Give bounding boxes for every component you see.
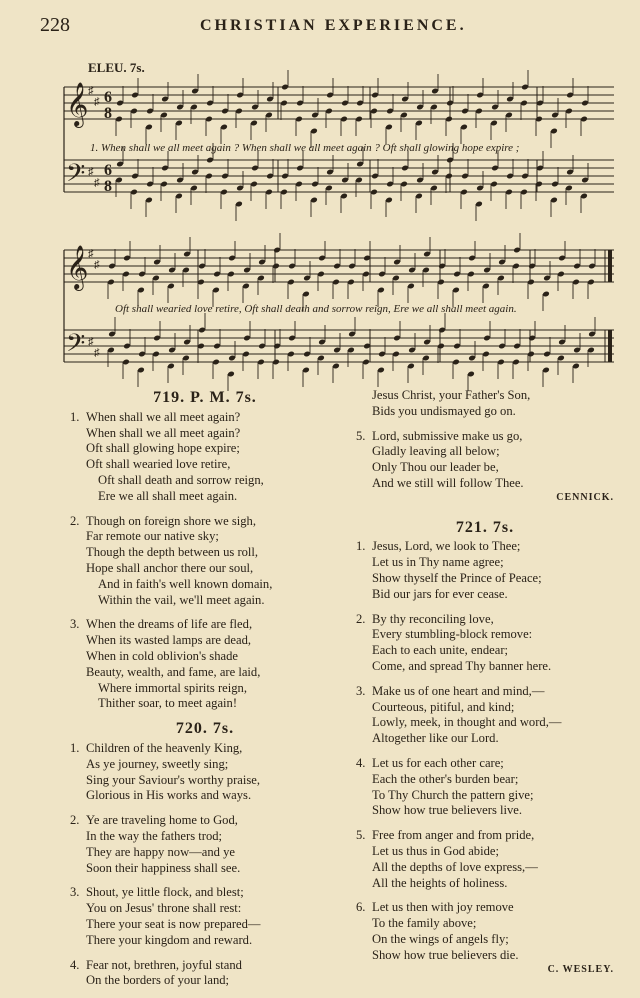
verse-line-text: Bids you undismayed go on. xyxy=(372,403,516,418)
tune-name: ELEU. 7s. xyxy=(88,60,145,75)
verse-line xyxy=(70,545,340,561)
verse-number: 5. xyxy=(356,428,366,443)
sharp-sign: ♯ xyxy=(94,347,100,359)
page-title: CHRISTIAN EXPERIENCE. xyxy=(200,17,467,34)
verse-line-text: Lowly, meek, in thought and word,— xyxy=(372,715,562,730)
verse-line-text: Every stumbling-block remove: xyxy=(372,627,533,642)
verse-number: 1. xyxy=(70,409,80,424)
verse-line xyxy=(356,444,614,460)
verse-line-text: Ere we all shall meet again. xyxy=(98,488,238,503)
verse-line xyxy=(70,617,340,633)
verse-number: 3. xyxy=(70,885,80,900)
verse-line-text: Where immortal spirits reign, xyxy=(98,680,247,695)
verse-line-text: Though on foreign shore we sigh, xyxy=(86,513,256,528)
verse-line-text: Ye are traveling home to God, xyxy=(86,813,238,828)
verse-line-text: Hope shall anchor there our soul, xyxy=(86,560,254,575)
verse-line-text: Lord, submissive make us go, xyxy=(372,428,523,443)
verse-line-text: To Thy Church the pattern give; xyxy=(372,787,534,802)
verse-line-text: Thither soar, to meet again! xyxy=(98,696,238,711)
verse-line xyxy=(70,973,340,989)
verse-line xyxy=(70,901,340,917)
verse-line xyxy=(356,571,614,587)
verse xyxy=(70,885,340,948)
verse-line xyxy=(356,460,614,476)
verse-line xyxy=(70,426,340,442)
verse-line xyxy=(356,684,614,700)
verse-line-text: Only Thou our leader be, xyxy=(372,460,499,475)
verse-line-text: All the depths of love express,— xyxy=(372,859,538,874)
verse-line xyxy=(70,441,340,457)
verse-line-text: Shout, ye little flock, and blest; xyxy=(86,885,244,900)
verse-number: 3. xyxy=(70,617,80,632)
verse-line xyxy=(356,756,614,772)
verse-line-text: Show how true believers live. xyxy=(372,803,523,818)
time-signature-top: 6 xyxy=(104,89,112,106)
verse xyxy=(356,539,614,602)
hymn-heading: 721. 7s. xyxy=(455,518,515,536)
verse-line xyxy=(356,587,614,603)
verse-line-text: Free from anger and from pride, xyxy=(372,828,535,843)
verse xyxy=(70,410,340,505)
lyric-line-1: 1. When shall we all meet again ? When shall we all meet again ? Oft shall glowing hope expire ; xyxy=(90,142,520,154)
verse-line-text: They are happy now—and ye xyxy=(86,844,235,859)
verse-line-text: Though the depth between us roll, xyxy=(86,545,259,560)
verse-line xyxy=(356,643,614,659)
verse-line-text: Gladly leaving all below; xyxy=(372,444,500,459)
verse-line-text: Oft shall death and sorrow reign, xyxy=(98,472,264,487)
verse-line-text: Beauty, wealth, and fame, are laid, xyxy=(86,664,261,679)
verse-number: 3. xyxy=(356,683,366,698)
verse-line-text: And we still will follow Thee. xyxy=(372,475,524,490)
sharp-sign: ♯ xyxy=(88,85,94,97)
verse-line-text: There your kingdom and reward. xyxy=(86,932,253,947)
verse-line-text: On the borders of your land; xyxy=(86,973,230,988)
verse-line-text: Come, and spread Thy banner here. xyxy=(372,658,552,673)
verse-number: 2. xyxy=(70,813,80,828)
verse-line xyxy=(70,649,340,665)
treble-clef: 𝄞 xyxy=(66,82,89,126)
verse-line-text: To the family above; xyxy=(372,916,477,931)
verse-number: 6. xyxy=(356,900,366,915)
verse xyxy=(70,741,340,804)
bass-clef: 𝄢 xyxy=(66,159,86,194)
author-wesley: C. WESLEY. xyxy=(547,963,614,975)
verse-line xyxy=(356,900,614,916)
page-number: 228 xyxy=(40,14,70,36)
verse-line-text: As ye journey, sweetly sing; xyxy=(86,756,229,771)
left-column xyxy=(70,390,340,998)
verse-line xyxy=(356,700,614,716)
verse-line-text: You on Jesus' throne shall rest: xyxy=(86,901,242,916)
verse-line-text: Jesus, Lord, we look to Thee; xyxy=(372,539,521,554)
right-column xyxy=(356,390,614,977)
sharp-sign: ♯ xyxy=(94,177,100,189)
verse-line-text: On the wings of angels fly; xyxy=(372,931,509,946)
sharp-sign: ♯ xyxy=(94,259,100,271)
verse xyxy=(70,813,340,876)
verse-line-text: Let us in Thy name agree; xyxy=(372,555,504,570)
verse-line xyxy=(70,514,340,530)
verse xyxy=(356,756,614,819)
verse-line xyxy=(356,659,614,675)
verse-line xyxy=(70,561,340,577)
verse-line-text: Within the vail, we'll meet again. xyxy=(98,592,265,607)
verse-line-text: Sing your Saviour's worthy praise, xyxy=(86,772,261,787)
verse-line xyxy=(356,772,614,788)
verse-number: 2. xyxy=(70,513,80,528)
verse-line-text: Oft shall glowing hope expire; xyxy=(86,441,240,456)
verse-line xyxy=(70,757,340,773)
verse-line xyxy=(356,932,614,948)
verse-line-text: Fear not, brethren, joyful stand xyxy=(86,957,242,972)
verse-line xyxy=(356,715,614,731)
verse-line xyxy=(70,696,340,712)
verse-line xyxy=(356,803,614,819)
treble-clef: 𝄞 xyxy=(66,245,89,289)
verse-line-text: When the dreams of life are fled, xyxy=(86,617,253,632)
verse-line-text: Bid our jars for ever cease. xyxy=(372,586,508,601)
verse-line-text: Let us for each other care; xyxy=(372,755,504,770)
verse xyxy=(70,958,340,990)
hymn-heading: 719. P. M. 7s. xyxy=(153,389,257,406)
verse-line-text: Let us then with joy remove xyxy=(372,900,514,915)
verse xyxy=(356,612,614,675)
verse-number: 1. xyxy=(356,539,366,554)
verse-line xyxy=(70,829,340,845)
verse-line-text: Glorious in His works and ways. xyxy=(86,788,252,803)
verse-line xyxy=(356,916,614,932)
verse xyxy=(70,617,340,712)
verse-line-text: Let us thus in God abide; xyxy=(372,843,499,858)
music-score xyxy=(0,0,640,400)
verse-line xyxy=(356,731,614,747)
verse-line xyxy=(356,788,614,804)
time-signature-bottom: 8 xyxy=(104,105,112,122)
verse-line-text: When its wasted lamps are dead, xyxy=(86,633,252,648)
verse-line-text: By thy reconciling love, xyxy=(372,611,494,626)
verse-line-text: Children of the heavenly King, xyxy=(86,740,243,755)
sharp-sign: ♯ xyxy=(94,96,100,108)
verse-line xyxy=(70,681,340,697)
verse-continuation xyxy=(356,388,614,420)
verse-line-text: When shall we all meet again? xyxy=(86,425,241,440)
verse-line xyxy=(70,593,340,609)
verse-line xyxy=(70,473,340,489)
verse-line-text: Altogether like our Lord. xyxy=(372,731,499,746)
verse-line xyxy=(70,845,340,861)
verse-line-text: Jesus Christ, your Father's Son, xyxy=(372,388,531,402)
verse-line xyxy=(356,404,614,420)
verse-line xyxy=(356,539,614,555)
author-cennick: CENNICK. xyxy=(556,491,614,503)
verse-line xyxy=(356,627,614,643)
verse-number: 2. xyxy=(356,611,366,626)
verse-line xyxy=(70,741,340,757)
verse-line xyxy=(70,665,340,681)
verse-line xyxy=(70,633,340,649)
verse-line xyxy=(356,876,614,892)
lyric-line-2: Oft shall wearied love retire, Oft shall death and sorrow reign, Ere we all shall meet again. xyxy=(115,303,517,315)
verse-line xyxy=(356,860,614,876)
hymn-heading: 720. 7s. xyxy=(175,720,235,738)
verse-line-text: Each to each unite, endear; xyxy=(372,643,509,658)
time-signature-bottom: 8 xyxy=(104,178,112,195)
verse-line-text: And in faith's well known domain, xyxy=(98,576,273,591)
final-bar xyxy=(608,250,612,282)
verse-line xyxy=(70,885,340,901)
verse-number: 4. xyxy=(356,755,366,770)
verse-line xyxy=(70,457,340,473)
verse-line-text: Far remote our native sky; xyxy=(86,529,219,544)
verse-line xyxy=(70,933,340,949)
verse-line xyxy=(356,844,614,860)
sharp-sign: ♯ xyxy=(88,248,94,260)
verse xyxy=(356,900,614,963)
verse-line-text: Make us of one heart and mind,— xyxy=(372,683,545,698)
verse-line xyxy=(356,555,614,571)
verse-line xyxy=(70,788,340,804)
verse-line xyxy=(70,861,340,877)
verse-line-text: Each the other's burden bear; xyxy=(372,771,519,786)
verse-line xyxy=(70,489,340,505)
verse xyxy=(356,429,614,492)
verse-number: 1. xyxy=(70,740,80,755)
verse-line xyxy=(70,529,340,545)
verse-line xyxy=(356,828,614,844)
verse-line-text: Show thyself the Prince of Peace; xyxy=(372,570,542,585)
verse-line xyxy=(70,773,340,789)
verse xyxy=(356,828,614,891)
verse-line xyxy=(356,612,614,628)
verse-line-text: Courteous, pitiful, and kind; xyxy=(372,699,515,714)
final-bar xyxy=(608,330,612,362)
verse-line xyxy=(70,410,340,426)
sharp-sign: ♯ xyxy=(88,336,94,348)
verse-number: 5. xyxy=(356,828,366,843)
verse-line-text: Soon their happiness shall see. xyxy=(86,860,241,875)
verse xyxy=(70,514,340,609)
verse-number: 4. xyxy=(70,957,80,972)
verse xyxy=(356,684,614,747)
time-signature-top: 6 xyxy=(104,162,112,179)
bass-clef: 𝄢 xyxy=(66,329,86,364)
verse-line xyxy=(356,429,614,445)
verse-line-text: All the heights of holiness. xyxy=(372,875,508,890)
sharp-sign: ♯ xyxy=(88,166,94,178)
verse-line-text: In the way the fathers trod; xyxy=(86,828,223,843)
verse-line-text: Oft shall wearied love retire, xyxy=(86,457,231,472)
verse-line xyxy=(70,958,340,974)
verse-line-text: There your seat is now prepared— xyxy=(86,916,261,931)
verse-line-text: Show how true believers die. xyxy=(372,947,519,962)
verse-line xyxy=(70,577,340,593)
verse-line-text: When in cold oblivion's shade xyxy=(86,648,238,663)
verse-line xyxy=(70,917,340,933)
verse-line xyxy=(70,813,340,829)
verse-line xyxy=(356,388,614,404)
verse-line-text: When shall we all meet again? xyxy=(86,409,241,424)
